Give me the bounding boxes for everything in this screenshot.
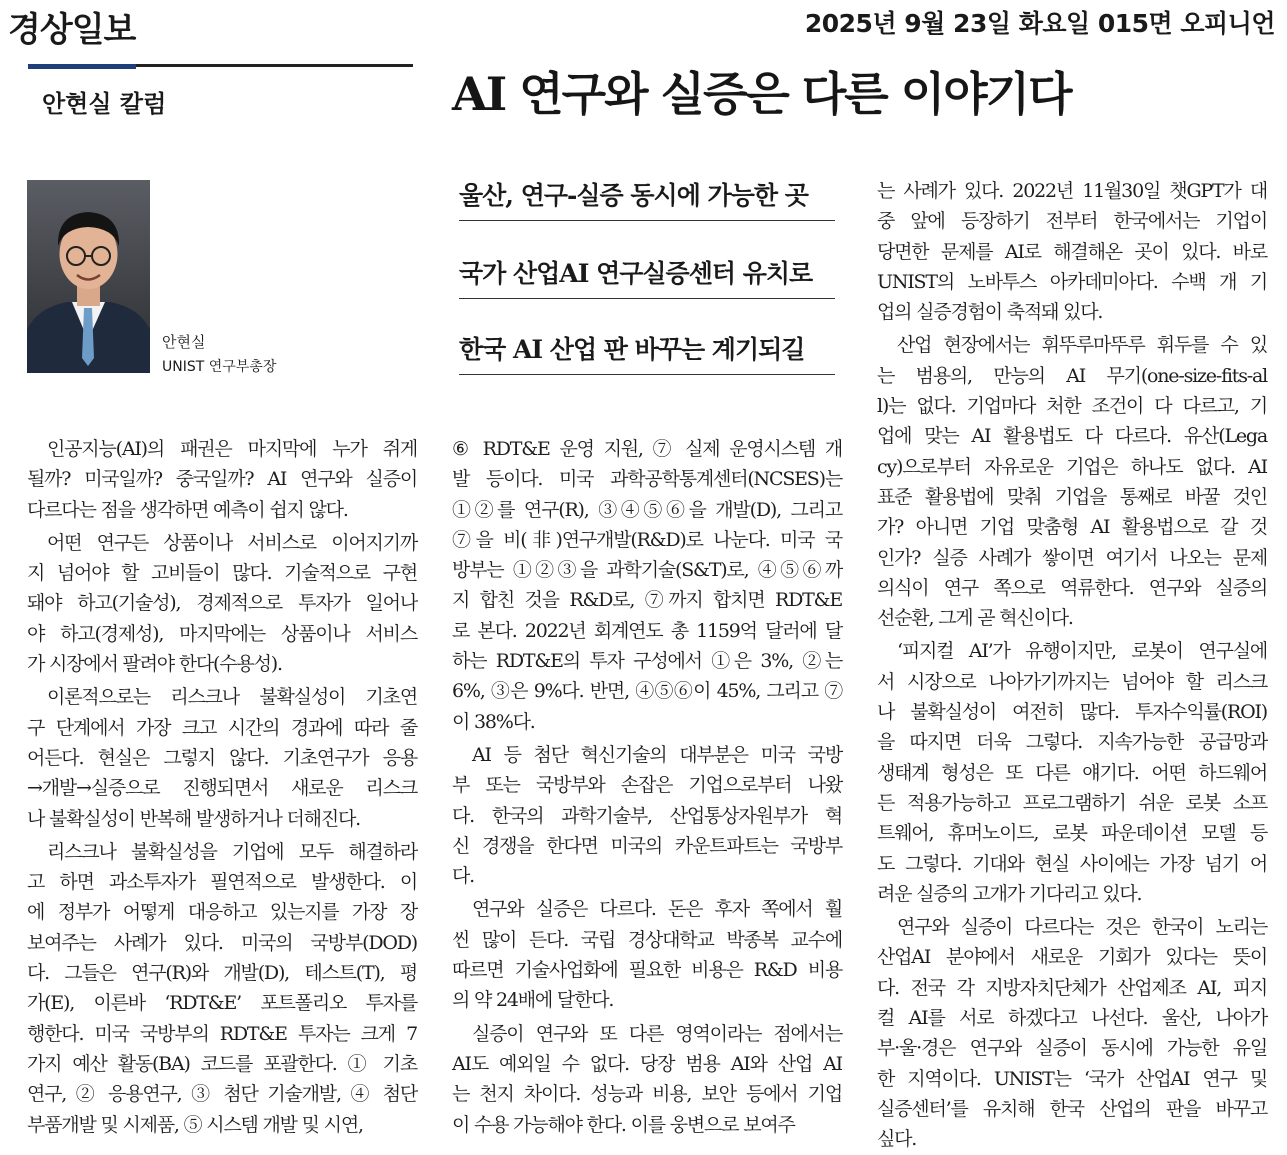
body-text-line: 부품개발 및 시제품, ⑤ 시스템 개발 및 시연,	[27, 1113, 363, 1136]
subhead-1: 울산, 연구-실증 동시에 가능한 곳	[459, 176, 835, 221]
body-text-line: 하는 RDT&E의 투자 구성에서 ①은 3%, ②는	[452, 650, 842, 673]
body-text-line: 가 시장에서 팔려야 한다(수용성).	[27, 653, 282, 676]
body-text-line: 발 등이다. 미국 과학공학통계센터(NCSES)는	[452, 468, 842, 491]
body-text-line: 가지 예산 활동(BA) 코드를 포괄한다. ① 기초	[27, 1052, 417, 1075]
body-text-line: 신 경쟁을 한다면 미국의 카운트파트는 국방부	[452, 834, 842, 857]
body-text-line: 표준 활용법에 맞춰 기업을 통째로 바꿀 것인	[877, 485, 1267, 508]
subhead-3: 한국 AI 산업 판 바꾸는 계기되길	[459, 330, 835, 375]
body-text-line: 가(E), 이른바 ‘RDT&E’ 포트폴리오 투자를	[27, 992, 417, 1015]
body-text-line: 컬 AI를 서로 하겠다고 나선다. 울산, 나아가	[877, 1007, 1267, 1030]
author-title: UNIST 연구부총장	[162, 359, 277, 375]
body-text-line: 고 하면 과소투자가 필연적으로 발생한다. 이	[27, 871, 417, 894]
body-column-1	[27, 434, 417, 1140]
body-text-line: AI 등 첨단 혁신기술의 대부분은 미국 국방	[472, 743, 842, 766]
body-text-line: ⑦을 비(非)연구개발(R&D)로 나눈다. 미국 국	[452, 528, 842, 551]
body-column-3	[877, 176, 1267, 1155]
body-text-line: 다. 전국 각 지방자치단체가 산업제조 AI, 피지	[877, 976, 1267, 999]
body-text-line: 돼야 하고(기술성), 경제적으로 투자가 일어나	[27, 592, 417, 615]
body-text-line: 연구와 실증은 다르다. 돈은 후자 쪽에서 훨	[472, 898, 842, 921]
body-text-line: 어든다. 현실은 그렇지 않다. 기초연구가 응용	[27, 746, 417, 769]
body-text-line: 싶다.	[877, 1128, 917, 1151]
body-text-line: 보여주는 사례가 있다. 미국의 국방부(DOD)	[27, 931, 417, 954]
body-text-line: 업에 맞는 AI 활용법도 다 다르다. 유산(Lega	[877, 425, 1267, 448]
author-name: 안현실	[162, 333, 206, 351]
body-text-line: 산업AI 분야에서 새로운 기회가 있다는 뜻이	[877, 946, 1267, 969]
body-text-line: 부·울·경은 연구와 실증이 동시에 가능한 유일	[877, 1037, 1267, 1060]
body-text-line: 연구와 실증이 다르다는 것은 한국이 노리는	[897, 916, 1267, 939]
subhead-2: 국가 산업AI 연구실증센터 유치로	[459, 254, 835, 299]
body-text-line: 든 적용가능하고 프로그램하기 쉬운 로봇 소프	[877, 791, 1267, 814]
body-text-line: 는 범용의, 만능의 AI 무기(one-size-fits-al	[877, 364, 1267, 387]
body-text-line: l)는 없다. 기업마다 처한 조건이 다 다르고, 기	[877, 395, 1267, 418]
body-text-line: 트웨어, 휴머노이드, 로봇 파운데이션 모델 등	[877, 822, 1267, 845]
body-text-line: ①②를 연구(R), ③④⑤⑥을 개발(D), 그리고	[452, 498, 842, 521]
body-text-line: 로 본다. 2022년 회계연도 총 1159억 달러에 달	[452, 619, 842, 642]
body-text-line: 될까? 미국일까? 중국일까? AI 연구와 실증이	[27, 468, 417, 491]
author-portrait-image	[27, 180, 150, 373]
body-text-line: 6%, ③은 9%다. 반면, ④⑤⑥이 45%, 그리고 ⑦	[452, 680, 842, 703]
body-text-line: 씬 많이 든다. 국립 경상대학교 박종복 교수에	[452, 928, 842, 951]
body-text-line: 이 38%다.	[452, 710, 535, 733]
body-text-line: 려운 실증의 고개가 기다리고 있다.	[877, 882, 1142, 905]
body-text-line: cy)으로부터 자유로운 기업은 하나도 없다. AI	[877, 455, 1267, 478]
body-text-line: 이론적으로는 리스크나 불확실성이 기초연	[47, 686, 417, 709]
body-text-line: 실증이 연구와 또 다른 영역이라는 점에서는	[472, 1022, 842, 1045]
body-text-line: 한 지역이다. UNIST는 ‘국가 산업AI 연구 및	[877, 1067, 1267, 1090]
body-text-line: 중 앞에 등장하기 전부터 한국에서는 기업이	[877, 210, 1267, 233]
body-text-line: 행한다. 미국 국방부의 RDT&E 투자는 크게 7	[27, 1022, 417, 1045]
body-text-line: 야 하고(경제성), 마지막에는 상품이나 서비스	[27, 622, 417, 645]
body-text-line: UNIST의 노바투스 아카데미아다. 수백 개 기	[877, 270, 1267, 293]
body-text-line: →개발→실증으로 진행되면서 새로운 리스크	[27, 777, 417, 800]
body-text-line: 다. 그들은 연구(R)와 개발(D), 테스트(T), 평	[27, 962, 417, 985]
body-text-line: 다.	[452, 865, 474, 888]
body-text-line: 산업 현장에서는 휘뚜루마뚜루 휘두를 수 있	[897, 334, 1267, 357]
newspaper-logo: 경상일보	[8, 10, 136, 50]
body-text-line: 다. 한국의 과학기술부, 산업통상자원부가 혁	[452, 804, 842, 827]
body-text-line: 업의 실증경험이 축적돼 있다.	[877, 301, 1103, 324]
body-text-line: 지 넘어야 할 고비들이 많다. 기술적으로 구현	[27, 562, 417, 585]
edition-info: 2025년 9월 23일 화요일 015면 오피니언	[804, 9, 1275, 38]
body-text-line: 인공지능(AI)의 패권은 마지막에 누가 쥐게	[47, 438, 417, 460]
body-text-line: AI도 예외일 수 없다. 당장 범용 AI와 산업 AI	[452, 1052, 842, 1075]
body-text-line: 인가? 실증 사례가 쌓이면 여기서 나오는 문제	[877, 546, 1267, 569]
column-name: 안현실 칼럼	[42, 90, 167, 118]
body-text-line: 어떤 연구든 상품이나 서비스로 이어지기까	[47, 531, 417, 554]
body-text-line: 선순환, 그게 곧 혁신이다.	[877, 607, 1073, 630]
body-text-line: 지 합친 것을 R&D로, ⑦까지 합치면 RDT&E	[452, 589, 842, 612]
body-text-line: 의 약 24배에 달한다.	[452, 989, 614, 1012]
headline: AI 연구와 실증은 다른 이야기다	[452, 67, 1071, 121]
body-text-line: 생태계 형성은 또 다른 얘기다. 어떤 하드웨어	[877, 761, 1267, 784]
body-text-line: 는 사례가 있다. 2022년 11월30일 챗GPT가 대	[877, 180, 1267, 202]
body-text-line: 다르다는 점을 생각하면 예측이 쉽지 않다.	[27, 498, 348, 521]
body-text-line: 부 또는 국방부와 손잡은 기업으로부터 나왔	[452, 774, 842, 797]
body-text-line: ⑥ RDT&E 운영 지원, ⑦ 실제 운영시스템 개	[452, 438, 842, 460]
body-text-line: 는 천지 차이다. 성능과 비용, 보안 등에서 기업	[452, 1083, 842, 1106]
body-text-line: 구 단계에서 가장 크고 시간의 경과에 따라 줄	[27, 716, 417, 739]
body-text-line: 의식이 연구 쪽으로 역류한다. 연구와 실증의	[877, 576, 1267, 599]
body-text-line: 서 시장으로 나아가기까지는 넘어야 할 리스크	[877, 670, 1267, 693]
body-text-line: 이 수용 가능해야 한다. 이를 웅변으로 보여주	[452, 1113, 795, 1136]
body-column-2	[452, 434, 842, 1140]
column-accent-bar	[28, 64, 136, 69]
body-text-line: 방부는 ①②③을 과학기술(S&T)로, ④⑤⑥까	[452, 559, 842, 582]
body-text-line: 에 정부가 어떻게 대응하고 있는지를 가장 장	[27, 901, 417, 924]
body-text-line: 도 그렇다. 기대와 현실 사이에는 가장 넘기 어	[877, 852, 1267, 875]
body-text-line: 연구, ② 응용연구, ③ 첨단 기술개발, ④ 첨단	[27, 1083, 417, 1106]
body-text-line: 나 불확실성이 여전히 많다. 투자수익률(ROI)	[877, 701, 1267, 724]
body-text-line: 리스크나 불확실성을 기업에 모두 해결하라	[47, 840, 417, 863]
body-text-line: 나 불확실성이 반복해 발생하거나 더해진다.	[27, 807, 360, 830]
body-text-line: 을 따지면 더욱 그렇다. 지속가능한 공급망과	[877, 731, 1267, 754]
body-text-line: 실증센터’를 유치해 한국 산업의 판을 바꾸고	[877, 1097, 1267, 1120]
author-photo	[27, 180, 150, 373]
body-text-line: 당면한 문제를 AI로 해결해온 곳이 있다. 바로	[877, 240, 1267, 263]
body-text-line: ‘피지컬 AI’가 유행이지만, 로봇이 연구실에	[897, 640, 1267, 663]
body-text-line: 가? 아니면 기업 맞춤형 AI 활용법으로 갈 것	[877, 516, 1267, 539]
body-text-line: 따르면 기술사업화에 필요한 비용은 R&D 비용	[452, 959, 842, 982]
